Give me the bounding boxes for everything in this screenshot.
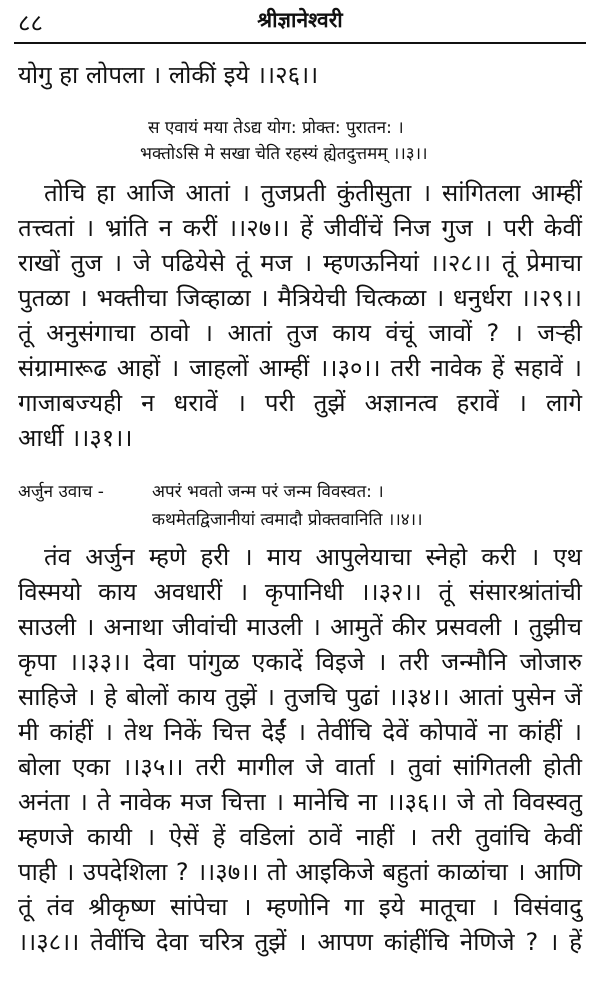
sloka-4-line-1: अपरं भवतो जन्म परं जन्म विवस्वत: । <box>152 482 384 502</box>
para-2-line-4: कृपा ।।३३।। देवा पांगुळ एकादें विइजे । तरी जन्मौनि जोजारु <box>18 648 582 676</box>
para-2-line-11: तूं तंव श्रीकृष्ण सांपेचा । म्हणोनि गा इये मातूचा । विसंवादु <box>18 893 582 921</box>
para-2-line-8: अनंता । ते नावेक मज चित्ता । मानेचि ना ।।३६।। जे तो विवस्वतु <box>18 788 582 816</box>
para-2-line-12: ।।३८।। तेवींचि देवा चरित्र तुझें । आपण कांहींचि नेणिजे ? । हें <box>18 928 582 956</box>
para-2-line-10: पाही । उपदेशिला ? ।।३७।। तो आइकिजे बहुतां काळांचा । आणि <box>18 858 582 886</box>
para-2-line-3: साउली । अनाथा जीवांची माउली । आमुतें कीर प्रसवली । तुझीच <box>18 613 582 641</box>
para-1-line-7: गाजाबज्यही न धरावें । परी तुझें अज्ञानत्व हरावें । लागे <box>18 389 582 417</box>
sloka-3-line-1: स एवायं मया तेऽद्य योग: प्रोक्त: पुरातन: । <box>148 118 404 138</box>
para-1-line-6: संग्रामारूढ आहों । जाहलों आम्हीं ।।३०।। तरी नावेक हें सहावें । <box>18 354 582 382</box>
para-1-line-4: पुतळा । भक्तीचा जिव्हाळा । मैत्रियेची चित्कळा । धनुर्धरा ।।२९।। <box>18 284 582 312</box>
para-1-line-1: तोचि हा आजि आतां । तुजप्रती कुंतीसुता । सांगितला आम्हीं <box>44 179 582 207</box>
para-1-line-5: तूं अनुसंगाचा ठावो । आतां तुज काय वंचूं जावों ? । जर्‍ही <box>18 319 582 347</box>
sloka-4-line-2: कथमेतद्विजानीयां त्वमादौ प्रोक्तवानिति ।।४।। <box>152 510 423 530</box>
header-rule <box>14 42 586 44</box>
para-2-line-7: बोला एका ।।३५।। तरी मागील जे वार्ता । तुवां सांगितली होती <box>18 753 582 781</box>
para-2-line-5: साहिजे । हे बोलों काय तुझें । तुजचि पुढां ।।३४।। आतां पुसेन जें <box>18 683 582 711</box>
para-2-line-1: तंव अर्जुन म्हणे हरी । माय आपुलेयाचा स्नेहो करी । एथ <box>44 543 582 571</box>
opening-verse-line: योगु हा लोपला । लोकीं इये ।।२६।। <box>18 61 319 89</box>
para-1-line-8: आर्धी ।।३१।। <box>18 424 133 452</box>
page-number: ८८ <box>18 9 43 37</box>
para-1-line-2: तत्त्वतां । भ्रांति न करीं ।।२७।। हें जीवींचें निज गुज । परी केवीं <box>18 214 582 242</box>
para-2-line-2: विस्मयो काय अवधारीं । कृपानिधी ।।३२।। तूं संसारश्रांतांची <box>18 578 582 606</box>
sloka-3-line-2: भक्तोऽसि मे सखा चेति रहस्यं ह्येतदुत्तमम् ।।३।। <box>140 144 428 164</box>
sloka-4-speaker: अर्जुन उवाच - <box>18 482 104 502</box>
para-2-line-9: म्हणजे कायी । ऐसें हें वडिलां ठावें नाहीं । तरी तुवांचि केवीं <box>18 823 582 851</box>
para-2-line-6: मी कांहीं । तेथ निकें चित्त देईं । तेवींचि देवें कोपावें ना कांहीं । <box>18 718 582 746</box>
running-title: श्रीज्ञानेश्वरी <box>257 8 343 32</box>
para-1-line-3: राखों तुज । जे पढियेसे तूं मज । म्हणऊनियां ।।२८।। तूं प्रेमाचा <box>18 249 582 277</box>
